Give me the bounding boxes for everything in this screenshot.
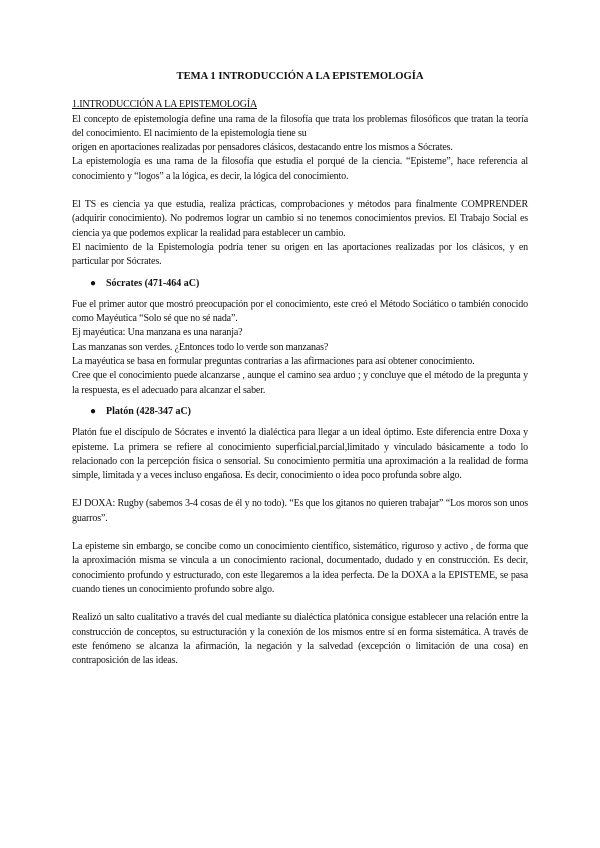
ts-paragraph-1: El TS es ciencia ya que estudia, realiza prácticas, comprobaciones y métodos para finalmente COMPRENDER (adquirir conocimiento). No podremos lograr un cambio si no tenemos conocimientos previos. El Trabajo Social es ciencia ya que podemos explicar la realidad para establecer un cambio. bbox=[72, 199, 528, 239]
intro-paragraph-3: La epistemología es una rama de la filosofía que estudia el porqué de la ciencia. “Episteme”, hace referencia al conocimiento y “logos” a la lógica, es decir, la lógica del conocimiento. bbox=[72, 156, 528, 182]
intro-paragraph-1: El concepto de epistemología define una rama de la filosofía que trata los problemas filosóficos que tratan la teoría del conocimiento. El nacimiento de la epistemología tiene su bbox=[72, 113, 528, 139]
page-title: TEMA 1 INTRODUCCIÓN A LA EPISTEMOLOGÍA bbox=[176, 71, 424, 82]
document-body bbox=[72, 70, 528, 668]
platon-paragraph-1: Platón fue el discípulo de Sócrates e inventó la dialéctica para llegar a un ideal óptimo. Este diferencia entre Doxa y episteme. La primera se refiere al conocimiento superficial,parcial,limitado y vinculado básicamente a todo lo relacionado con la percepción física o sensorial. Su conocimiento permitía una aproximación a la realidad de forma simple, limitada y a veces incluso engañosa. Es decir, conocimiento o idea poco profunda sobre algo. bbox=[72, 427, 528, 482]
socrates-paragraph-5: Cree que el conocimiento puede alcanzarse , aunque el camino sea arduo ; y concluye que el método de la pregunta y la respuesta, es el adecuado para alcanzar el saber. bbox=[72, 370, 528, 396]
socrates-paragraph-3: Las manzanas son verdes. ¿Entonces todo lo verde son manzanas? bbox=[72, 341, 329, 353]
bullet-socrates-label: Sócrates (471-464 aC) bbox=[106, 277, 200, 289]
bullet-socrates bbox=[72, 277, 528, 291]
socrates-paragraph-2: Ej mayéutica: Una manzana es una naranja? bbox=[72, 327, 243, 339]
platon-paragraph-4: Realizó un salto cualitativo a través del cual mediante su dialéctica platónica consigue establecer una relación entre la construcción de conceptos, su estructuración y la conexión de los mismos entre sí en forma sistemática. A través de este fenómeno se alcanza la afirmación, la negación y la salvedad (excepción o limitación de una cosa) en contraposición de las ideas. bbox=[72, 612, 528, 667]
bullet-dot-icon: ● bbox=[90, 405, 97, 417]
spacer bbox=[72, 597, 528, 611]
intro-paragraph-2: origen en aportaciones realizadas por pensadores clásicos, destacando entre los mismos a Sócrates. bbox=[72, 142, 453, 154]
socrates-paragraph-4: La mayéutica se basa en formular preguntas contrarias a las afirmaciones para así obtener conocimiento. bbox=[72, 356, 475, 368]
spacer bbox=[72, 291, 528, 298]
section-heading: 1.INTRODUCCIÓN A LA EPISTEMOLOGÍA bbox=[72, 99, 258, 111]
ts-paragraph-2: El nacimiento de la Epistemología podría tener su origen en las aportaciones realizadas por los clásicos, y en particular por Sócrates. bbox=[72, 241, 528, 268]
spacer bbox=[72, 270, 528, 277]
bullet-platon bbox=[72, 405, 528, 419]
socrates-paragraph-1: Fue el primer autor que mostró preocupación por el conocimiento, este creó el Método Sociático o también conocido como Mayéutica “Solo sé que no sé nada”. bbox=[72, 298, 528, 325]
spacer bbox=[72, 398, 528, 405]
bullet-dot-icon: ● bbox=[90, 277, 97, 289]
spacer bbox=[72, 419, 528, 426]
spacer bbox=[72, 184, 528, 198]
bullet-platon-label: Platón (428-347 aC) bbox=[106, 405, 191, 417]
spacer bbox=[72, 483, 528, 497]
spacer bbox=[72, 526, 528, 540]
platon-paragraph-3: La episteme sin embargo, se concibe como un conocimiento científico, sistemático, riguroso y activo , de forma que la aproximación misma se vincula a un conocimiento racional, documentado, dudado y en construcción. Es decir, conocimiento profundo y estructurado, con este llegaremos a la idea perfecta. De la DOXA a la EPISTEME, se pasa cuando tienes un conocimiento profundo sobre algo. bbox=[72, 541, 528, 595]
platon-paragraph-2: EJ DOXA: Rugby (sabemos 3-4 cosas de él y no todo). “Es que los gitanos no quieren trabajar” “Los moros son unos guarros”. bbox=[72, 498, 528, 524]
